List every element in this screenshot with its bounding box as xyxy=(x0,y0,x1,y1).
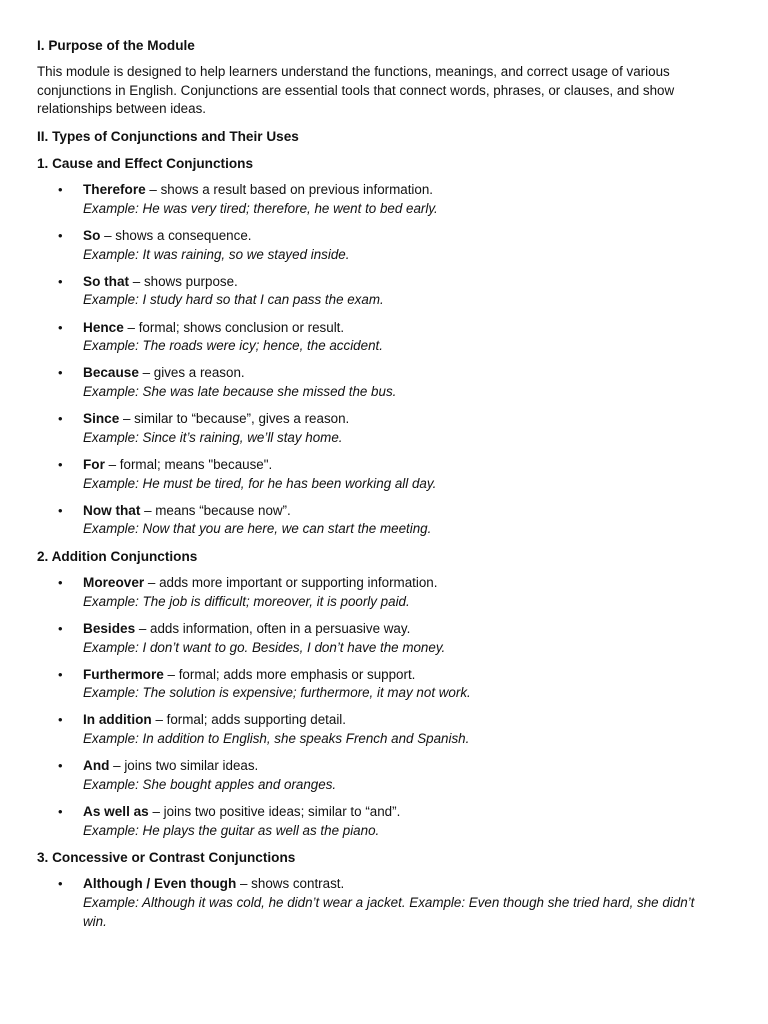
addition-list xyxy=(37,574,728,840)
bullet-icon: • xyxy=(58,712,63,728)
conjunction-description: – joins two positive ideas; similar to “and”. xyxy=(148,804,401,820)
conjunction-term: Moreover xyxy=(83,575,145,591)
list-item xyxy=(37,711,728,748)
conjunction-term: Besides xyxy=(83,620,136,636)
conjunction-example: Example: She was late because she missed the bus. xyxy=(83,384,397,399)
conjunction-example: Example: I study hard so that I can pass the exam. xyxy=(83,292,384,308)
conjunction-example: Example: The solution is expensive; furthermore, it may not work. xyxy=(83,685,471,701)
list-item xyxy=(37,456,728,493)
bullet-icon: • xyxy=(58,411,63,427)
conjunction-term: For xyxy=(83,456,105,472)
conjunction-description: – similar to “because”, gives a reason. xyxy=(119,411,350,427)
bullet-icon: • xyxy=(58,319,63,335)
bullet-icon: • xyxy=(58,758,63,774)
conjunction-description: – joins two similar ideas. xyxy=(109,758,259,774)
conjunction-description: – gives a reason. xyxy=(138,365,245,381)
conjunction-description: – adds information, often in a persuasive way. xyxy=(135,620,411,636)
list-item xyxy=(37,410,728,447)
conjunction-example: Example: The job is difficult; moreover, it is poorly paid. xyxy=(83,593,410,609)
conjunction-term: In addition xyxy=(83,712,152,728)
list-item xyxy=(37,574,728,611)
bullet-icon: • xyxy=(58,365,63,381)
section-heading-addition: 2. Addition Conjunctions xyxy=(37,549,198,565)
conjunction-example: Example: He plays the guitar as well as the piano. xyxy=(83,822,380,838)
bullet-icon: • xyxy=(58,227,63,243)
bullet-icon: • xyxy=(58,804,63,820)
purpose-heading: I. Purpose of the Module xyxy=(37,38,195,53)
list-item xyxy=(37,757,728,794)
conjunction-description: – formal; means "because". xyxy=(104,456,273,472)
list-item xyxy=(37,181,728,218)
bullet-icon: • xyxy=(58,182,63,198)
conjunction-term: Now that xyxy=(83,502,141,518)
conjunction-term: And xyxy=(83,758,110,774)
conjunction-description: – formal; adds more emphasis or support. xyxy=(163,666,416,682)
conjunction-example: Example: I don’t want to go. Besides, I don’t have the money. xyxy=(83,639,446,655)
list-item xyxy=(37,620,728,657)
conjunction-example: Example: It was raining, so we stayed inside. xyxy=(83,246,350,262)
conjunction-description: – means “because now”. xyxy=(140,502,291,518)
bullet-icon: • xyxy=(58,876,63,892)
cause-effect-list xyxy=(37,181,728,539)
conjunction-example: Example: Although it was cold, he didn’t wear a jacket. Example: Even though she tried hard, she didn’t win. xyxy=(83,895,695,929)
conjunction-term: Since xyxy=(83,411,120,427)
list-item xyxy=(37,803,728,840)
conjunction-example: Example: She bought apples and oranges. xyxy=(83,776,337,792)
types-heading: II. Types of Conjunctions and Their Uses xyxy=(37,129,299,145)
conjunction-example: Example: Since it’s raining, we’ll stay home. xyxy=(83,429,343,445)
conjunction-description: – shows a result based on previous information. xyxy=(145,182,434,198)
conjunction-example: Example: He must be tired, for he has been working all day. xyxy=(83,475,437,491)
conjunction-description: – shows contrast. xyxy=(236,876,345,892)
bullet-icon: • xyxy=(58,273,63,289)
conjunction-term: Because xyxy=(83,365,139,381)
conjunction-term: Although / Even though xyxy=(83,876,237,892)
conjunction-term: So xyxy=(83,227,101,243)
list-item xyxy=(37,875,728,931)
purpose-paragraph: This module is designed to help learners understand the functions, meanings, and correct usage of various conjunctions in English. Conjunctions are essential tools that connect words, phrases, or clauses, and show relationships between ideas. xyxy=(37,64,675,117)
conjunction-description: – formal; shows conclusion or result. xyxy=(123,319,345,335)
list-item xyxy=(37,666,728,703)
list-item xyxy=(37,319,728,356)
conjunction-description: – formal; adds supporting detail. xyxy=(151,712,346,728)
bullet-icon: • xyxy=(58,502,63,518)
conjunction-term: Furthermore xyxy=(83,666,164,682)
list-item xyxy=(37,227,728,264)
conjunction-description: – adds more important or supporting information. xyxy=(144,575,438,591)
section-heading-contrast: 3. Concessive or Contrast Conjunctions xyxy=(37,850,296,866)
bullet-icon: • xyxy=(58,456,63,472)
conjunction-term: Hence xyxy=(83,319,124,335)
list-item xyxy=(37,502,728,539)
bullet-icon: • xyxy=(58,666,63,682)
conjunction-example: Example: The roads were icy; hence, the accident. xyxy=(83,338,383,354)
conjunction-term: Therefore xyxy=(83,182,146,198)
conjunction-description: – shows purpose. xyxy=(129,273,238,289)
conjunction-example: Example: Now that you are here, we can start the meeting. xyxy=(83,521,432,537)
contrast-list xyxy=(37,875,728,931)
conjunction-term: As well as xyxy=(83,804,149,820)
bullet-icon: • xyxy=(58,620,63,636)
list-item xyxy=(37,364,728,401)
conjunction-description: – shows a consequence. xyxy=(100,227,252,243)
conjunction-term: So that xyxy=(83,273,130,289)
bullet-icon: • xyxy=(58,575,63,591)
section-heading-cause-effect: 1. Cause and Effect Conjunctions xyxy=(37,156,254,172)
conjunction-example: Example: In addition to English, she speaks French and Spanish. xyxy=(83,731,470,747)
conjunction-example: Example: He was very tired; therefore, he went to bed early. xyxy=(83,200,438,216)
list-item xyxy=(37,273,728,310)
